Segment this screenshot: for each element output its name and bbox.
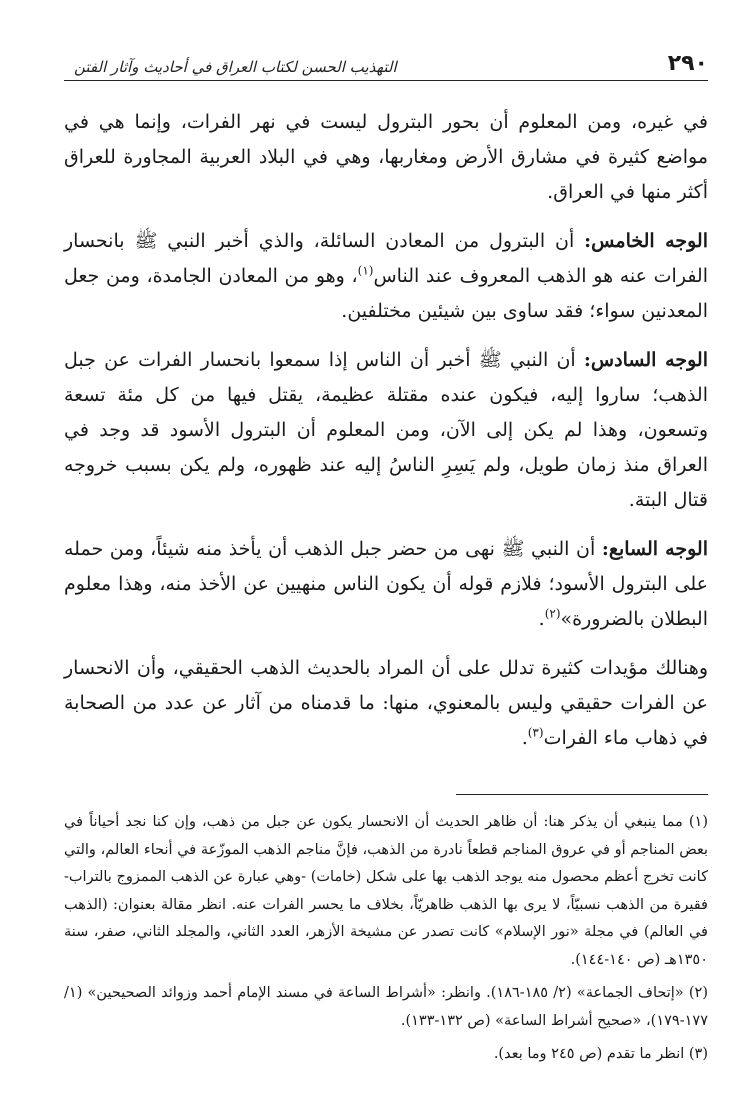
footnotes bbox=[64, 809, 708, 1069]
paragraph-tail: ، وهو من المعادن الجامدة، ومن جعل المعدنين سواء؛ فقد ساوى بين شيئين مختلفين. bbox=[64, 265, 708, 322]
document-page bbox=[64, 40, 708, 1092]
paragraph-1 bbox=[64, 105, 708, 210]
paragraph-5 bbox=[64, 651, 708, 756]
footnote-ref: (١) bbox=[357, 263, 374, 278]
page-header bbox=[64, 40, 708, 81]
paragraph-text: وهنالك مؤيدات كثيرة تدلل على أن المراد بالحديث الذهب الحقيقي، وأن الانحسار عن الفرات حقيقي وليس بالمعنوي، منها: ما قدمناه من آثار عن عدد من الصحابة في ذهاب ماء الفرات bbox=[64, 657, 708, 749]
paragraph-lead: الوجه السابع: bbox=[601, 538, 708, 560]
footnote-1: (١) مما ينبغي أن يذكر هنا: أن ظاهر الحديث أن الانحسار يكون عن جبل من ذهب، وإن كنا نجد أحياناً في بعض المناجم أو في عروق المناجم قطعاً نادرة من الذهب، فإنَّ مناجم الذهب الموزّعة في أنحاء العالم، والتي كانت تخرج أعظم محصول منه يوجد الذهب بها على شكل (خامات) -وهي عبارة عن الذهب الممزوج بالتراب- فقيرة من الذهب نسبيّاً، لا يرى بها الذهب ظاهريّاً، بخلاف ما يحسر الفرات عنه. انظر مقالة بعنوان: (الذهب في العالم) في مجلة «نور الإسلام» كانت تصدر عن مشيخة الأزهر، العدد الثاني، والمجلد الثاني، صفر، سنة ١٣٥٠هـ (ص ١٤٠-١٤٤). bbox=[64, 814, 708, 968]
paragraph-3 bbox=[64, 343, 708, 518]
page-number: ٢٩٠ bbox=[667, 51, 708, 76]
paragraph-text: في غيره، ومن المعلوم أن بحور البترول ليست في نهر الفرات، وإنما هي في مواضع كثيرة في مشارق الأرض ومغاربها، وهي في البلاد العربية المجاورة للعراق أكثر منها في العراق. bbox=[64, 111, 708, 203]
running-title: التهذيب الحسن لكتاب العراق في أحاديث وآثار الفتن bbox=[74, 58, 397, 76]
footnote-ref: (٢) bbox=[544, 606, 561, 621]
paragraph-text: أن النبي ﷺ نهى من حضر جبل الذهب أن يأخذ منه شيئاً، ومن حمله على البترول الأسود؛ فلازم قوله أن يكون الناس منهيين عن الأخذ منه، وهذا معلوم البطلان بالضرورة» bbox=[64, 538, 708, 630]
paragraph-lead: الوجه الخامس: bbox=[584, 230, 708, 252]
paragraph-text: أن البترول من المعادن السائلة، والذي أخبر النبي ﷺ بانحسار الفرات عنه هو الذهب المعروف عند الناس bbox=[64, 230, 708, 287]
paragraph-tail: . bbox=[521, 727, 528, 749]
paragraph-text: أن النبي ﷺ أخبر أن الناس إذا سمعوا بانحسار الفرات عن جبل الذهب؛ ساروا إليه، فيكون عنده مقتلة عظيمة، يقتل فيها من كل مئة تسعة وتسعون، وهذا لم يكن إلى الآن، ومن المعلوم أن البترول الأسود قد وجد في العراق منذ زمان طويل، ولم يَسِرِ الناسُ إليه عند ظهوره، ولم يكن بسبب خروجه قتال البتة. bbox=[64, 349, 708, 511]
footnote-3: (٣) انظر ما تقدم (ص ٢٤٥ وما بعد). bbox=[493, 1046, 708, 1062]
footnote-divider bbox=[456, 794, 708, 795]
main-text bbox=[64, 105, 708, 756]
paragraph-4 bbox=[64, 532, 708, 637]
footnote-2: (٢) «إتحاف الجماعة» (٢/ ١٨٥-١٨٦). وانظر: «أشراط الساعة في مسند الإمام أحمد وزوائد الصحيحين» (١/ ١٧٧-١٧٩)، «صحيح أشراط الساعة» (ص ١٣٢-١٣٣). bbox=[64, 985, 709, 1029]
paragraph-2 bbox=[64, 224, 708, 329]
paragraph-lead: الوجه السادس: bbox=[583, 349, 708, 371]
paragraph-tail: . bbox=[538, 608, 545, 630]
footnote-ref: (٣) bbox=[527, 725, 544, 740]
